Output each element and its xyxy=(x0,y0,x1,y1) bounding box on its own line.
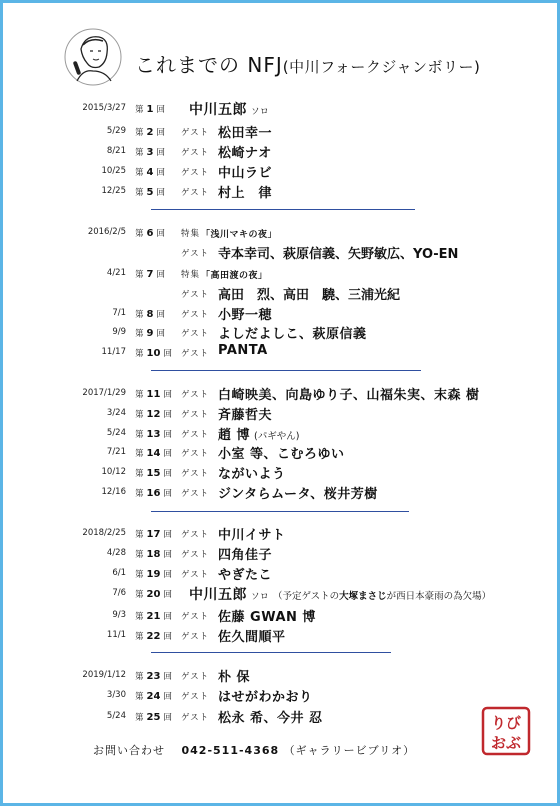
kai-label: 回 xyxy=(163,489,172,499)
note-guest-name: 大塚まさじ xyxy=(339,591,387,602)
kai-label: 回 xyxy=(156,270,165,280)
event-number-value: 15 xyxy=(146,468,161,479)
kai-label: 回 xyxy=(163,612,172,622)
performer-names xyxy=(218,343,268,358)
kai-label: 回 xyxy=(163,550,172,560)
performer-name-text: 松崎ナオ xyxy=(218,146,272,161)
performer-names xyxy=(218,626,286,645)
dai-label: 第 xyxy=(135,530,144,540)
dai-label: 第 xyxy=(135,105,144,115)
event-row xyxy=(3,384,543,402)
performer-names xyxy=(218,384,480,403)
dai-label: 第 xyxy=(135,612,144,622)
event-date: 9/3 xyxy=(112,610,126,620)
event-row xyxy=(3,162,543,180)
event-date: 9/9 xyxy=(112,327,126,337)
event-number-value: 5 xyxy=(146,187,154,198)
name-note: (パギやん) xyxy=(254,431,300,442)
event-row xyxy=(3,666,543,684)
event-date: 12/16 xyxy=(101,487,126,497)
event-number-value: 11 xyxy=(146,389,161,400)
performer-names xyxy=(218,304,272,323)
performer-name-text: 小野一穂 xyxy=(218,308,273,323)
performer-names xyxy=(218,424,299,443)
event-date: 8/21 xyxy=(106,146,126,156)
event-number xyxy=(135,408,172,420)
kai-label: 回 xyxy=(163,530,172,540)
event-type: 特集 xyxy=(181,229,201,239)
dai-label: 第 xyxy=(135,188,144,198)
event-type: 特集 xyxy=(181,270,201,280)
performer-name-text: 小室 等、こむろゆい xyxy=(218,447,345,462)
event-row xyxy=(3,264,543,282)
performer-names xyxy=(218,323,367,342)
dai-label: 第 xyxy=(135,410,144,420)
dai-label: 第 xyxy=(135,713,144,723)
divider-2015 xyxy=(151,209,415,210)
kai-label: 回 xyxy=(163,590,172,600)
kai-label: 回 xyxy=(163,632,172,642)
event-type: ゲスト xyxy=(181,713,210,723)
performer-names xyxy=(218,122,272,141)
dai-label: 第 xyxy=(135,229,144,239)
performer-names xyxy=(218,443,345,462)
performer-name-text: 四角佳子 xyxy=(218,548,273,563)
event-date: 5/29 xyxy=(106,126,126,136)
event-date: 5/24 xyxy=(106,711,126,721)
event-number xyxy=(135,166,165,178)
performer-names xyxy=(218,463,286,482)
event-number-value: 17 xyxy=(146,529,161,540)
event-number xyxy=(135,711,172,723)
performer-name-text: ジンタらムータ、桜井芳樹 xyxy=(218,487,378,502)
event-date: 7/6 xyxy=(112,588,126,598)
divider-2017 xyxy=(151,511,409,512)
event-type: ゲスト xyxy=(181,449,210,459)
performer-name-text: やぎたこ xyxy=(218,568,273,583)
performer-name-text: 趙 博 xyxy=(218,428,251,443)
event-number xyxy=(135,690,172,702)
event-number xyxy=(135,428,172,440)
event-type: ゲスト xyxy=(181,692,210,702)
performer-name-text: 白崎映美、向島ゆり子、山福朱実、末森 樹 xyxy=(218,388,480,403)
performer-names: 寺本幸司、萩原信義、矢野敏広、YO-EN xyxy=(218,247,459,262)
performer-name-text: 中川五郎 xyxy=(189,102,247,118)
dai-label: 第 xyxy=(135,672,144,682)
kai-label: 回 xyxy=(156,148,165,158)
kai-label: 回 xyxy=(163,713,172,723)
event-number-value: 2 xyxy=(146,127,154,138)
kai-label: 回 xyxy=(163,692,172,702)
event-number-value: 12 xyxy=(146,409,161,420)
event-date: 2017/1/29 xyxy=(82,388,126,398)
feature-title: 「高田渡の夜」 xyxy=(201,271,268,281)
event-number xyxy=(135,268,165,280)
performer-names xyxy=(218,483,378,502)
dai-label: 第 xyxy=(135,632,144,642)
event-number xyxy=(135,588,172,600)
event-type: ゲスト xyxy=(181,672,210,682)
event-row xyxy=(3,544,543,562)
event-number xyxy=(135,308,165,320)
event-row xyxy=(3,483,543,501)
event-row xyxy=(3,524,543,542)
performer-names xyxy=(218,404,272,423)
contact-phone: 042-511-4368 xyxy=(181,744,280,757)
performer-name-text: 村上 律 xyxy=(218,186,273,201)
event-date: 4/28 xyxy=(106,548,126,558)
event-type: ゲスト xyxy=(181,550,210,560)
event-number xyxy=(135,670,172,682)
performer-name-text: 朴 保 xyxy=(218,670,251,685)
kai-label: 回 xyxy=(163,410,172,420)
event-number xyxy=(135,447,172,459)
dai-label: 第 xyxy=(135,692,144,702)
event-row xyxy=(3,626,543,644)
performer-names xyxy=(218,666,250,685)
event-number xyxy=(135,467,172,479)
event-date: 11/17 xyxy=(101,347,126,357)
kai-label: 回 xyxy=(163,349,172,359)
biblio-stamp-logo xyxy=(481,706,531,756)
event-number-value: 9 xyxy=(146,328,154,339)
event-type: ゲスト xyxy=(181,168,210,178)
event-type: ゲスト xyxy=(181,612,210,622)
svg-text:おぶ: おぶ xyxy=(490,734,522,752)
event-type: ゲスト xyxy=(181,469,210,479)
cancellation-note xyxy=(273,591,491,602)
performer-names xyxy=(218,182,272,201)
event-type: ゲスト xyxy=(181,349,210,359)
event-date: 2016/2/5 xyxy=(87,227,126,237)
performer-name-text: 中川イサト xyxy=(218,528,286,543)
event-type: ゲスト xyxy=(181,489,210,499)
performer-name-text: 中山ラビ xyxy=(218,166,273,181)
event-date: 11/1 xyxy=(106,630,126,640)
event-row xyxy=(3,323,543,341)
event-date: 12/25 xyxy=(101,186,126,196)
event-date: 5/24 xyxy=(106,428,126,438)
event-number-value: 1 xyxy=(146,104,154,115)
contact-label: お問い合わせ xyxy=(93,744,165,757)
event-date: 2018/2/25 xyxy=(82,528,126,538)
event-row xyxy=(3,122,543,140)
event-row xyxy=(3,99,543,117)
guest-label: ゲスト xyxy=(181,249,210,259)
event-date: 7/21 xyxy=(106,447,126,457)
event-row xyxy=(3,142,543,160)
kai-label: 回 xyxy=(156,168,165,178)
event-date: 4/21 xyxy=(106,268,126,278)
kai-label: 回 xyxy=(163,390,172,400)
kai-label: 回 xyxy=(156,329,165,339)
event-number-value: 19 xyxy=(146,569,161,580)
event-number xyxy=(135,528,172,540)
note-pre: （予定ゲストの xyxy=(273,591,340,602)
event-number xyxy=(135,630,172,642)
kai-label: 回 xyxy=(156,229,165,239)
performer-name-text: 斉藤哲夫 xyxy=(218,408,273,423)
performer-names xyxy=(218,142,272,161)
event-number-value: 7 xyxy=(146,269,154,280)
performer-name-text: はせがわかおり xyxy=(218,690,313,705)
event-row xyxy=(3,463,543,481)
performer-name-text: 松田幸一 xyxy=(218,126,273,141)
contact-venue: （ギャラリービブリオ） xyxy=(283,744,416,757)
event-type: ゲスト xyxy=(181,390,210,400)
dai-label: 第 xyxy=(135,310,144,320)
event-row xyxy=(3,584,543,602)
event-number xyxy=(135,388,172,400)
guest-label: ゲスト xyxy=(181,290,210,300)
singer-portrait-illustration xyxy=(63,27,127,87)
event-number xyxy=(135,487,172,499)
performer-names: 高田 烈、高田 驍、三浦光紀 xyxy=(218,288,401,303)
dai-label: 第 xyxy=(135,570,144,580)
event-type: ゲスト xyxy=(181,329,210,339)
performer-name-text: よしだよしこ、萩原信義 xyxy=(218,327,367,342)
event-number xyxy=(135,568,172,580)
dai-label: 第 xyxy=(135,128,144,138)
event-number xyxy=(135,610,172,622)
performer-names xyxy=(218,544,272,563)
event-date: 6/1 xyxy=(112,568,126,578)
event-number xyxy=(135,548,172,560)
dai-label: 第 xyxy=(135,590,144,600)
dai-label: 第 xyxy=(135,390,144,400)
event-number-value: 23 xyxy=(146,671,161,682)
event-number-value: 10 xyxy=(146,348,161,359)
event-type: ゲスト xyxy=(181,530,210,540)
event-row xyxy=(3,707,543,725)
dai-label: 第 xyxy=(135,469,144,479)
title-sub: (中川フォークジャンボリー) xyxy=(282,58,481,76)
event-guest-row xyxy=(3,243,543,261)
divider-2016 xyxy=(151,370,421,371)
event-row xyxy=(3,404,543,422)
performer-names xyxy=(218,606,316,625)
event-row xyxy=(3,223,543,241)
performer-names xyxy=(189,99,269,119)
event-date: 7/1 xyxy=(112,308,126,318)
event-number-value: 20 xyxy=(146,589,161,600)
performer-name-text: ながいよう xyxy=(218,467,286,482)
solo-label: ソロ xyxy=(251,592,270,602)
event-row xyxy=(3,443,543,461)
event-number xyxy=(135,347,172,359)
performer-names xyxy=(218,162,272,181)
event-number xyxy=(135,103,165,115)
dai-label: 第 xyxy=(135,550,144,560)
dai-label: 第 xyxy=(135,329,144,339)
event-row xyxy=(3,343,543,361)
event-row xyxy=(3,564,543,582)
performer-names xyxy=(218,524,286,543)
event-row xyxy=(3,182,543,200)
contact-info xyxy=(93,742,415,758)
performer-names xyxy=(189,584,491,604)
feature-title: 「浅川マキの夜」 xyxy=(201,230,278,240)
note-post: が西日本豪雨の為欠場） xyxy=(386,591,492,602)
event-number xyxy=(135,146,165,158)
event-date: 3/24 xyxy=(106,408,126,418)
event-row xyxy=(3,686,543,704)
svg-text:りび: りび xyxy=(490,714,522,732)
event-date: 2019/1/12 xyxy=(82,670,126,680)
event-guest-row xyxy=(3,284,543,302)
event-type: ゲスト xyxy=(181,128,210,138)
event-number-value: 4 xyxy=(146,167,154,178)
event-type: ゲスト xyxy=(181,148,210,158)
dai-label: 第 xyxy=(135,449,144,459)
kai-label: 回 xyxy=(163,672,172,682)
event-number-value: 25 xyxy=(146,712,161,723)
performer-name-text: 中川五郎 xyxy=(189,587,247,603)
dai-label: 第 xyxy=(135,168,144,178)
event-date: 10/25 xyxy=(101,166,126,176)
performer-name-text: 佐藤 GWAN 博 xyxy=(218,610,316,625)
kai-label: 回 xyxy=(156,105,165,115)
kai-label: 回 xyxy=(156,128,165,138)
event-number-value: 3 xyxy=(146,147,154,158)
performer-name-text: 佐久間順平 xyxy=(218,630,286,645)
performer-name-text: PANTA xyxy=(218,343,268,358)
performer-names xyxy=(218,707,323,726)
event-number-value: 21 xyxy=(146,611,161,622)
event-number xyxy=(135,186,165,198)
event-date: 2015/3/27 xyxy=(82,103,126,113)
performer-names xyxy=(218,686,313,705)
event-type: ゲスト xyxy=(181,310,210,320)
event-type: ゲスト xyxy=(181,430,210,440)
event-number-value: 24 xyxy=(146,691,161,702)
dai-label: 第 xyxy=(135,489,144,499)
divider-2018 xyxy=(151,652,391,653)
page-title xyxy=(135,49,480,78)
event-row xyxy=(3,606,543,624)
dai-label: 第 xyxy=(135,148,144,158)
event-number-value: 18 xyxy=(146,549,161,560)
event-number xyxy=(135,327,165,339)
dai-label: 第 xyxy=(135,270,144,280)
kai-label: 回 xyxy=(163,570,172,580)
kai-label: 回 xyxy=(163,469,172,479)
title-main: これまでの NFJ xyxy=(135,53,283,77)
event-date: 10/12 xyxy=(101,467,126,477)
dai-label: 第 xyxy=(135,349,144,359)
header xyxy=(63,27,523,87)
kai-label: 回 xyxy=(163,430,172,440)
kai-label: 回 xyxy=(163,449,172,459)
event-date: 3/30 xyxy=(106,690,126,700)
event-type: ゲスト xyxy=(181,570,210,580)
event-type: ゲスト xyxy=(181,188,210,198)
event-row xyxy=(3,304,543,322)
solo-label: ソロ xyxy=(251,107,270,117)
dai-label: 第 xyxy=(135,430,144,440)
event-number-value: 8 xyxy=(146,309,154,320)
event-type: ゲスト xyxy=(181,632,210,642)
event-number-value: 16 xyxy=(146,488,161,499)
performer-names xyxy=(218,564,272,583)
event-number-value: 22 xyxy=(146,631,161,642)
event-number-value: 14 xyxy=(146,448,161,459)
performer-name-text: 松永 希、今井 忍 xyxy=(218,711,323,726)
event-number xyxy=(135,227,165,239)
event-number-value: 13 xyxy=(146,429,161,440)
kai-label: 回 xyxy=(156,188,165,198)
event-type: ゲスト xyxy=(181,410,210,420)
kai-label: 回 xyxy=(156,310,165,320)
event-number-value: 6 xyxy=(146,228,154,239)
event-number xyxy=(135,126,165,138)
event-row xyxy=(3,424,543,442)
